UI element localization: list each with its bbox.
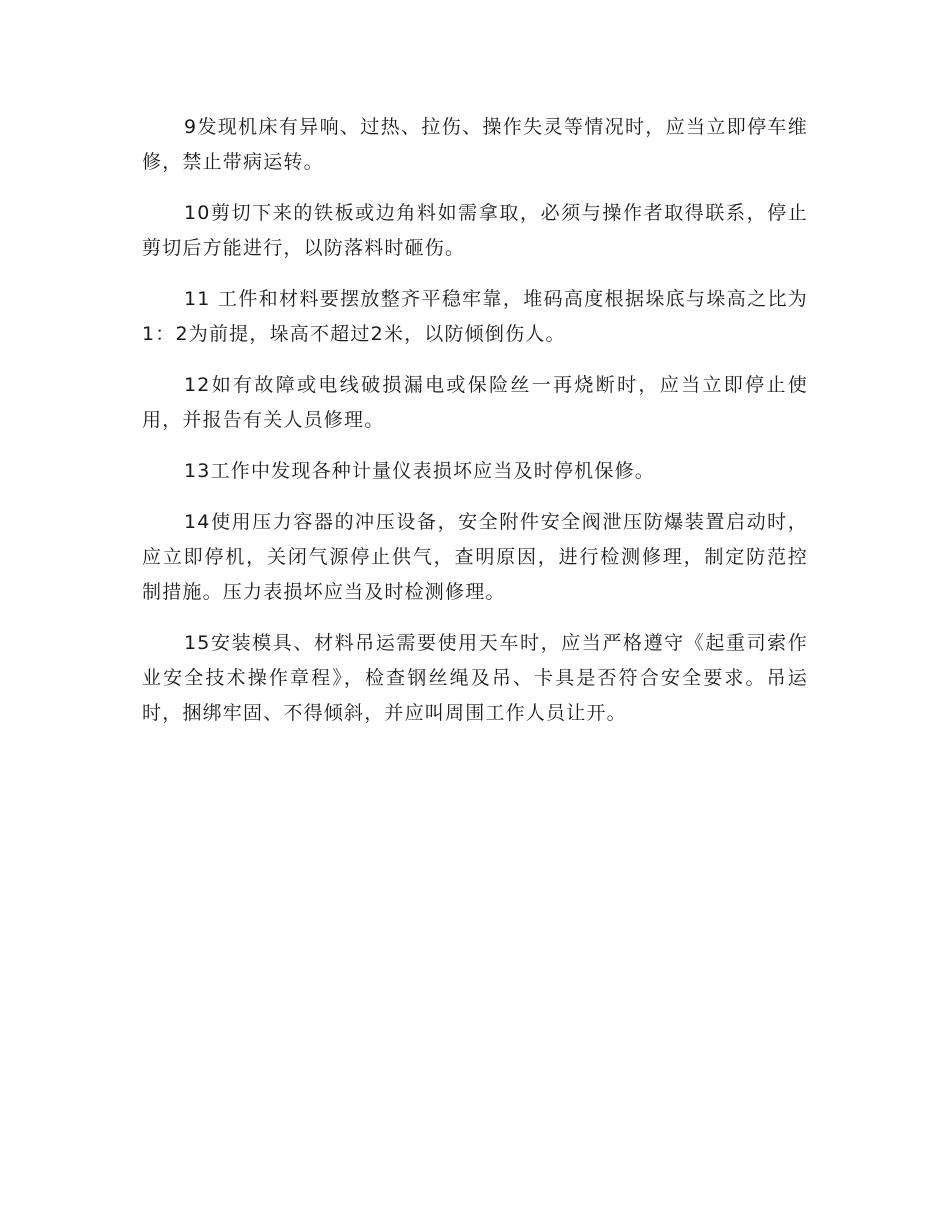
paragraph-item-12: 12如有故障或电线破损漏电或保险丝一再烧断时，应当立即停止使用，并报告有关人员修理。 bbox=[142, 374, 808, 431]
paragraph-item-15: 15安装模具、材料吊运需要使用天车时，应当严格遵守《起重司索作业安全技术操作章程》，检查钢丝绳及吊、卡具是否符合安全要求。吊运时，捆绑牢固、不得倾斜，并应叫周围工作人员让开。 bbox=[142, 632, 808, 724]
paragraph-item-10: 10剪切下来的铁板或边角料如需拿取，必须与操作者取得联系，停止剪切后方能进行，以防落料时砸伤。 bbox=[142, 202, 808, 259]
paragraph-item-13: 13工作中发现各种计量仪表损坏应当及时停机保修。 bbox=[184, 460, 655, 482]
document-body bbox=[142, 110, 808, 747]
paragraph-item-14: 14使用压力容器的冲压设备，安全附件安全阀泄压防爆装置启动时，应立即停机，关闭气源停止供气，查明原因，进行检测修理，制定防范控制措施。压力表损坏应当及时检测修理。 bbox=[142, 511, 808, 603]
paragraph-item-11: 11 工件和材料要摆放整齐平稳牢靠，堆码高度根据垛底与垛高之比为1：2为前提，垛高不超过2米，以防倾倒伤人。 bbox=[142, 288, 808, 345]
paragraph-item-9: 9发现机床有异响、过热、拉伤、操作失灵等情况时，应当立即停车维修，禁止带病运转。 bbox=[142, 116, 808, 173]
